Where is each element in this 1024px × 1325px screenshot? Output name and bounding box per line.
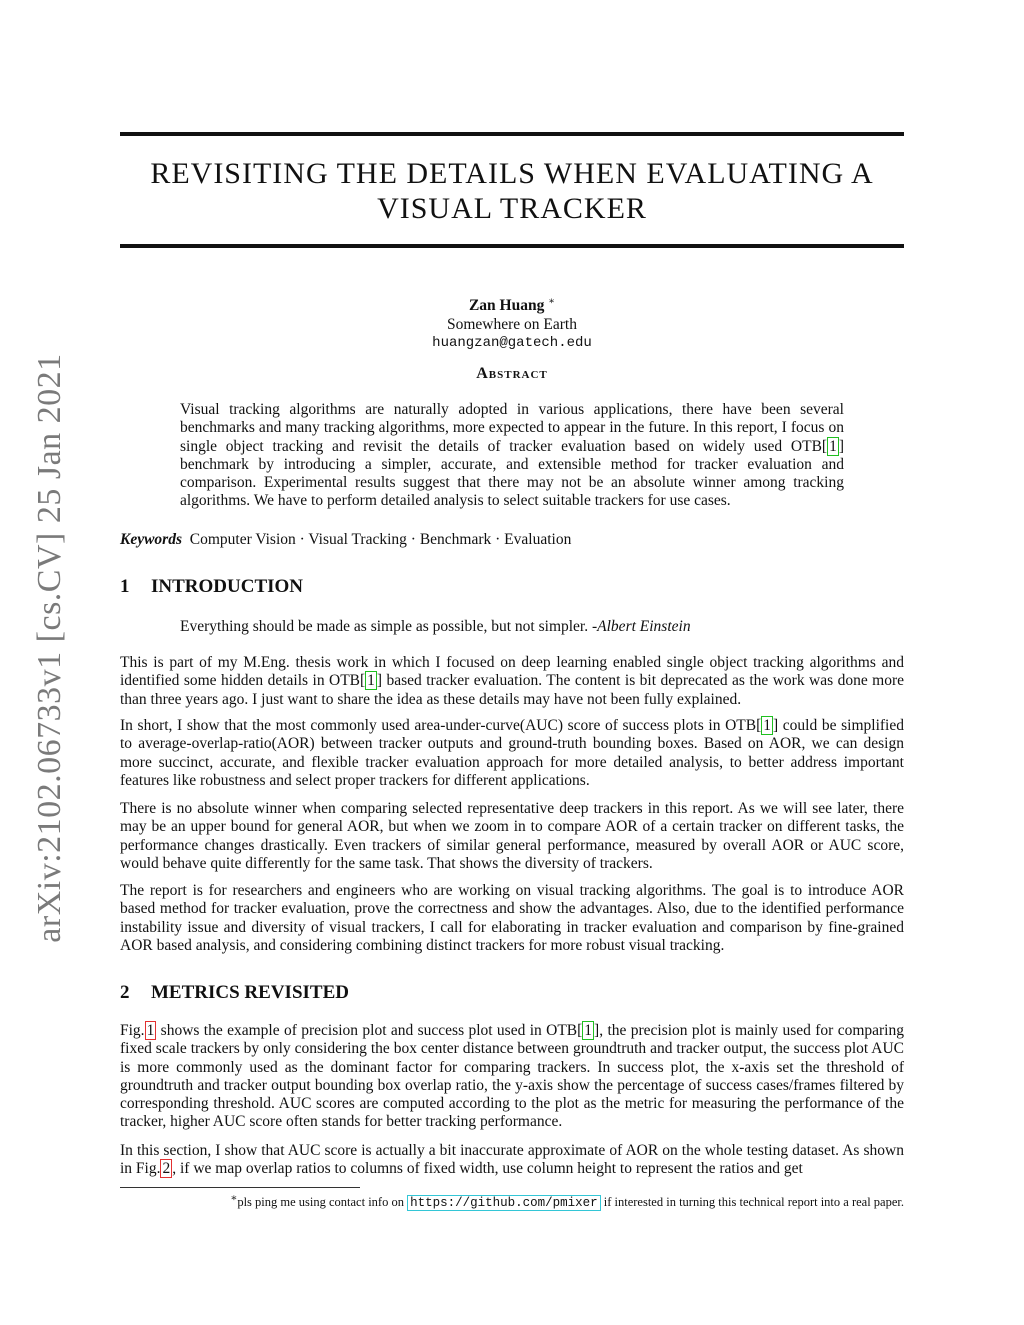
intro-paragraph-3: There is no absolute winner when comparing selected representative deep trackers in this report. As we will see later, there may be an upper bound for general AOR, but when we zoom in to compare AOR of a certain tracker on different tasks, the performance changes drastically. Even trackers of similar general performance, measured by overall AOR or AUC score, would behave quite differently for the same task. That shows the diversity of trackers. — [120, 800, 904, 872]
intro-paragraph-1 — [120, 654, 904, 709]
intro-paragraph-4: The report is for researchers and engineers who are working on visual tracking algorithms. The goal is to introduce AOR based method for tracker evaluation, prove the correctness and show the advantages. Also, due to the identified performance instability issue and diversity of visual trackers, I call for elaborating in tracker evaluation and comparison by fine-grained AOR based analysis, and considering combining distinct trackers for more robust visual tracking. — [120, 882, 904, 954]
abstract-text — [180, 401, 844, 511]
paragraph-text: ] based tracker evaluation. The content is bit deprecated as the work was done more than three years ago. I just want to share the idea as these details may have not been fully explained. — [120, 672, 904, 708]
author-name: Zan Huang — [468, 297, 545, 315]
title-line-1: REVISITING THE DETAILS WHEN EVALUATING A — [150, 157, 874, 190]
quote-text: Everything should be made as simple as possible, but not simpler. — [180, 618, 589, 635]
paragraph-text: Fig. — [120, 1022, 145, 1039]
epigraph-quote — [180, 618, 904, 636]
author-affiliation: Somewhere on Earth — [447, 316, 577, 334]
paragraph-text: shows the example of precision plot and success plot used in OTB[ — [156, 1022, 583, 1039]
title-top-rule — [120, 132, 904, 136]
paragraph-text: In this section, I show that AUC score is actually a bit inaccurate approximate of AOR on the whole testing dataset. As shown in Fig. — [120, 1142, 904, 1178]
author-email[interactable]: huangzan@gatech.edu — [432, 335, 592, 352]
footnote-text: if interested in turning this technical report into a real paper. — [600, 1195, 904, 1210]
author-line — [120, 292, 904, 315]
citation-link[interactable]: 1 — [763, 717, 771, 734]
citation-link[interactable]: 1 — [829, 437, 837, 455]
footnote-rule — [120, 1187, 360, 1188]
title-bottom-rule — [120, 244, 904, 248]
quote-author: -Albert Einstein — [592, 618, 691, 635]
figure-link[interactable]: 1 — [146, 1022, 155, 1039]
paragraph-text: , if we map overlap ratios to columns of fixed width, use column height to represent the ratios and get — [172, 1160, 803, 1178]
paragraph-text: ], the precision plot is mainly used for comparing fixed scale trackers by only considering the box center distance between groundtruth and tracker output, the success plot AUC is more commonly used as the dominant factor for comparing trackers. In success plot, the x-axis set the threshold of groundtruth and tracker output bounding box overlap ratio, the y-axis show the percentage of success cases/frames filtered by corresponding threshold. AUC scores are computed according to the plot as the metric for measuring the performance of the tracker, higher AUC score often stands for better tracking performance. — [120, 1022, 904, 1131]
section-number: 2 — [120, 982, 130, 1003]
keywords-list: Computer Vision · Visual Tracking · Benchmark · Evaluation — [189, 531, 572, 548]
metrics-paragraph-2 — [120, 1142, 904, 1179]
footnote-mark: ∗ — [230, 1193, 238, 1204]
abstract-text-part: ] benchmark by introducing a simpler, accurate, and extensible method for tracker evaluation and comparison. Experimental results suggest that there may not be an absolute winner among tracking algorithms. We have to perform detailed analysis to select suitable trackers for use cases. — [180, 437, 844, 510]
paragraph-text: In short, I show that the most commonly used area-under-curve(AUC) score of success plots in OTB[ — [120, 717, 762, 734]
paper-title — [120, 156, 904, 226]
intro-paragraph-2 — [120, 717, 904, 790]
keywords-label: Keywords — [120, 531, 182, 548]
author-footnote-mark[interactable]: ∗ — [548, 296, 556, 307]
footnote-text: pls ping me using contact info on — [237, 1195, 408, 1210]
section-title: METRICS REVISITED — [151, 982, 349, 1003]
paragraph-text: This is part of my M.Eng. thesis work in which I focused on deep learning enabled single object tracking algorithms and identified some hidden details in OTB[ — [120, 654, 904, 690]
keywords-line — [120, 531, 904, 549]
github-url-link[interactable]: https://github.com/pmixer — [407, 1195, 601, 1211]
title-line-2: VISUAL TRACKER — [377, 192, 647, 225]
arxiv-sidebar-stamp: arXiv:2102.06733v1 [cs.CV] 25 Jan 2021 — [31, 353, 68, 943]
citation-link[interactable]: 1 — [367, 672, 375, 690]
footnote — [120, 1191, 904, 1211]
section-heading-metrics — [120, 982, 904, 1004]
citation-link[interactable]: 1 — [584, 1022, 593, 1039]
abstract-heading: Abstract — [476, 365, 548, 382]
section-title: INTRODUCTION — [151, 576, 304, 597]
figure-link[interactable]: 2 — [162, 1160, 171, 1178]
metrics-paragraph-1 — [120, 1022, 904, 1132]
section-number: 1 — [120, 576, 130, 597]
author-block — [120, 292, 904, 353]
paragraph-text: ] could be simplified to average-overlap-ratio(AOR) between tracker outputs and ground-truth bounding boxes. Based on AOR, we can design more succinct, accurate, and flexible tracker evaluation approach for more detailed analysis, to better address important features like robustness and select proper trackers for different applications. — [120, 717, 904, 789]
section-heading-introduction — [120, 576, 904, 598]
abstract-text-part: Visual tracking algorithms are naturally adopted in various applications, there have been several benchmarks and many tracking algorithms, more expected to appear in the future. In this report, I focus on single object tracking and revisit the details of tracker evaluation based on widely used OTB[ — [180, 401, 844, 455]
